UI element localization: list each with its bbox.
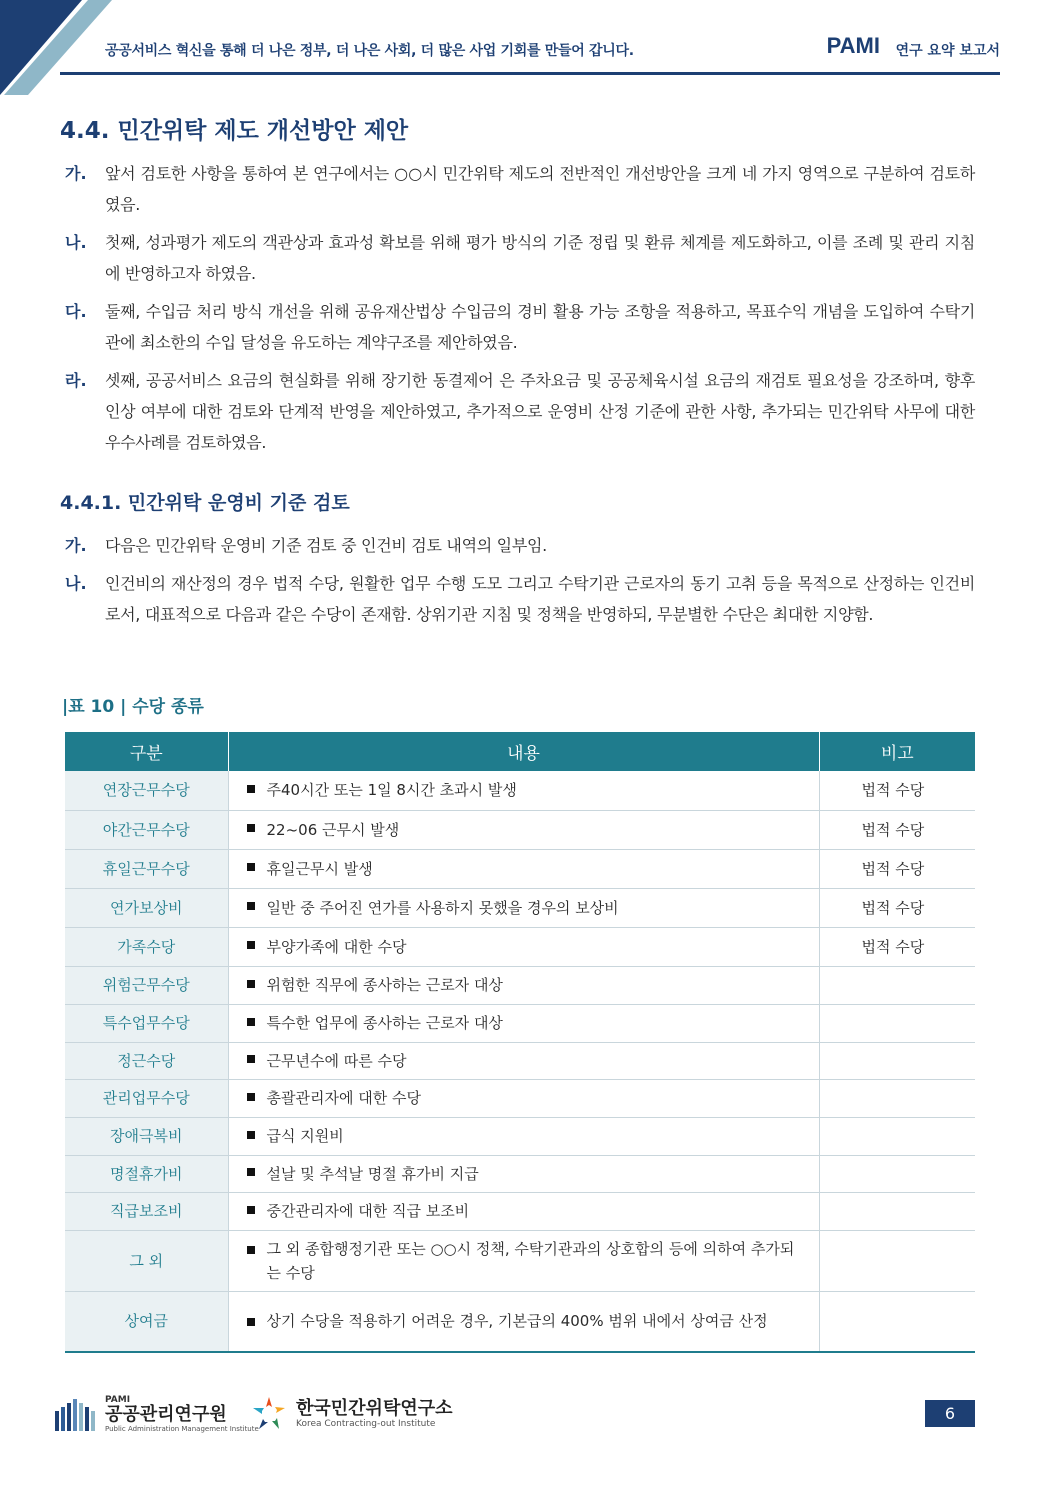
note-cell (819, 1004, 975, 1042)
content-text: 급식 지원비 (266, 1127, 344, 1145)
paragraph-text: 셋째, 공공서비스 요금의 현실화를 위해 장기한 동결제어 은 주차요금 및 공공체육시설 요금의 재검토 필요성을 강조하며, 향후 인상 여부에 대한 검토와 단계적 반영을 제안하였고, 추가적으로 운영비 산정 기준에 관한 사항, 추가되는 민간위탁 사무에 대한 우수사례를 검토하였음. (105, 371, 975, 452)
paragraph-text: 인건비의 재산정의 경우 법적 수당, 원활한 업무 수행 도모 그리고 수탁기관 근로자의 동기 고취 등을 목적으로 산정하는 인건비로서, 대표적으로 다음과 같은 수당이 존재함. 상위기관 지침 및 정책을 반영하되, 무분별한 수단은 최대한 지양함. (105, 574, 975, 624)
table-row (65, 1192, 975, 1230)
note-cell (819, 966, 975, 1004)
category-cell: 명절휴가비 (65, 1155, 228, 1192)
paragraph-marker: 가. (65, 164, 87, 183)
content-cell (228, 1042, 819, 1079)
content-cell (228, 1117, 819, 1155)
note-cell (819, 1079, 975, 1117)
table-row (65, 1079, 975, 1117)
note-cell (819, 1291, 975, 1352)
note-cell: 법적 수당 (819, 810, 975, 849)
content-cell (228, 966, 819, 1004)
square-bullet-icon (247, 1246, 255, 1254)
pami-logo (55, 1395, 259, 1433)
column-header: 구분 (65, 732, 228, 771)
table-row (65, 888, 975, 927)
content-text: 휴일근무시 발생 (266, 859, 373, 878)
paragraph-text: 다음은 민간위탁 운영비 기준 검토 중 인건비 검토 내역의 일부임. (105, 536, 547, 555)
content-text: 특수한 업무에 종사하는 근로자 대상 (266, 1014, 503, 1032)
content-cell (228, 1079, 819, 1117)
table-row (65, 1004, 975, 1042)
square-bullet-icon (247, 941, 255, 949)
paragraph-text: 첫째, 성과평가 제도의 객관상과 효과성 확보를 위해 평가 방식의 기준 정립 및 환류 체계를 제도화하고, 이를 조례 및 관리 지침에 반영하고자 하였음. (105, 233, 975, 283)
paragraph-text: 앞서 검토한 사항을 통하여 본 연구에서는 ○○시 민간위탁 제도의 전반적인 개선방안을 크게 네 가지 영역으로 구분하여 검토하였음. (105, 164, 975, 214)
table-row (65, 1291, 975, 1352)
content-cell (228, 927, 819, 966)
content-cell (228, 810, 819, 849)
category-cell: 휴일근무수당 (65, 849, 228, 888)
square-bullet-icon (247, 1206, 255, 1214)
kci-logo-english: Korea Contracting-out Institute (296, 1419, 436, 1429)
note-cell: 법적 수당 (819, 927, 975, 966)
pami-bars-icon (55, 1397, 97, 1431)
section-paragraphs (65, 158, 975, 465)
content-text: 총괄관리자에 대한 수당 (266, 1089, 421, 1107)
page-header (60, 28, 1000, 75)
content-cell (228, 1230, 819, 1291)
paragraph (65, 296, 975, 358)
content-text: 일반 중 주어진 연가를 사용하지 못했을 경우의 보상비 (266, 898, 619, 917)
paragraph (65, 365, 975, 458)
table-row (65, 1230, 975, 1291)
paragraph (65, 530, 975, 561)
table-row (65, 1042, 975, 1079)
paragraph (65, 227, 975, 289)
square-bullet-icon (247, 785, 255, 793)
table-row (65, 810, 975, 849)
paragraph (65, 158, 975, 220)
category-cell: 특수업무수당 (65, 1004, 228, 1042)
square-bullet-icon (247, 1131, 255, 1139)
table-row (65, 1117, 975, 1155)
table-row (65, 771, 975, 810)
pami-logo-name: 공공관리연구원 (105, 1404, 227, 1425)
allowance-table (65, 732, 975, 1353)
content-cell (228, 771, 819, 810)
category-cell: 정근수당 (65, 1042, 228, 1079)
square-bullet-icon (247, 1055, 255, 1063)
category-cell: 위험근무수당 (65, 966, 228, 1004)
content-text: 중간관리자에 대한 직급 보조비 (266, 1202, 470, 1220)
paragraph-text: 둘째, 수입금 처리 방식 개선을 위해 공유재산법상 수입금의 경비 활용 가능 조항을 적용하고, 목표수익 개념을 도입하여 수탁기관에 최소한의 수입 달성을 유도하는 계약구조를 제안하였음. (105, 302, 975, 352)
paragraph-marker: 나. (65, 233, 87, 252)
content-text: 주40시간 또는 1일 8시간 초과시 발생 (266, 781, 517, 800)
content-text: 상기 수당을 적용하기 어려운 경우, 기본급의 400% 범위 내에서 상여금 산정 (266, 1312, 768, 1331)
content-text: 위험한 직무에 종사하는 근로자 대상 (266, 976, 503, 994)
header-slogan: 공공서비스 혁신을 통해 더 나은 정부, 더 나은 사회, 더 많은 사업 기회를 만들어 갑니다. (105, 43, 634, 59)
table-header-row (65, 732, 975, 771)
table-caption: |표 10 | 수당 종류 (62, 697, 204, 717)
content-cell (228, 1291, 819, 1352)
note-cell: 법적 수당 (819, 771, 975, 810)
table-row (65, 966, 975, 1004)
note-cell (819, 1192, 975, 1230)
kci-logo-name: 한국민간위탁연구소 (296, 1398, 453, 1419)
paragraph-marker: 나. (65, 574, 87, 593)
content-cell (228, 849, 819, 888)
column-header: 내용 (228, 732, 819, 771)
table-row (65, 849, 975, 888)
square-bullet-icon (247, 980, 255, 988)
category-cell: 장애극복비 (65, 1117, 228, 1155)
content-cell (228, 888, 819, 927)
category-cell: 그 외 (65, 1230, 228, 1291)
content-text: 부양가족에 대한 수당 (266, 937, 407, 956)
square-bullet-icon (247, 1318, 255, 1326)
subsection-paragraphs (65, 530, 975, 637)
column-header: 비고 (819, 732, 975, 771)
paragraph-marker: 가. (65, 536, 87, 555)
content-text: 그 외 종합행정기관 또는 ○○시 정책, 수탁기관과의 상호합의 등에 의하여 추가되는 수당 (266, 1239, 795, 1282)
page-number: 6 (925, 1400, 975, 1427)
note-cell (819, 1117, 975, 1155)
category-cell: 가족수당 (65, 927, 228, 966)
note-cell: 법적 수당 (819, 888, 975, 927)
category-cell: 관리업무수당 (65, 1079, 228, 1117)
kci-logo (250, 1395, 453, 1433)
category-cell: 직급보조비 (65, 1192, 228, 1230)
pami-logo-small-text: PAMI (105, 1395, 131, 1405)
content-cell (228, 1192, 819, 1230)
content-text: 22~06 근무시 발생 (266, 820, 400, 839)
note-cell (819, 1155, 975, 1192)
header-doc-title: 연구 요약 보고서 (895, 43, 1000, 59)
category-cell: 연가보상비 (65, 888, 228, 927)
pami-logo-english: Public Administration Management Institute (105, 1425, 259, 1433)
paragraph (65, 568, 975, 630)
content-cell (228, 1004, 819, 1042)
section-title: 4.4. 민간위탁 제도 개선방안 제안 (60, 118, 409, 144)
category-cell: 상여금 (65, 1291, 228, 1352)
table-row (65, 1155, 975, 1192)
square-bullet-icon (247, 1018, 255, 1026)
square-bullet-icon (247, 1168, 255, 1176)
square-bullet-icon (247, 824, 255, 832)
kci-star-icon (250, 1395, 288, 1433)
square-bullet-icon (247, 863, 255, 871)
note-cell: 법적 수당 (819, 849, 975, 888)
content-cell (228, 1155, 819, 1192)
square-bullet-icon (247, 902, 255, 910)
subsection-title: 4.4.1. 민간위탁 운영비 기준 검토 (60, 492, 350, 514)
category-cell: 연장근무수당 (65, 771, 228, 810)
note-cell (819, 1230, 975, 1291)
category-cell: 야간근무수당 (65, 810, 228, 849)
header-brand: PAMI (826, 33, 880, 58)
content-text: 근무년수에 따른 수당 (266, 1051, 407, 1070)
paragraph-marker: 라. (65, 371, 87, 390)
content-text: 설날 및 추석날 명절 휴가비 지급 (266, 1164, 479, 1183)
note-cell (819, 1042, 975, 1079)
square-bullet-icon (247, 1093, 255, 1101)
table-row (65, 927, 975, 966)
paragraph-marker: 다. (65, 302, 87, 321)
